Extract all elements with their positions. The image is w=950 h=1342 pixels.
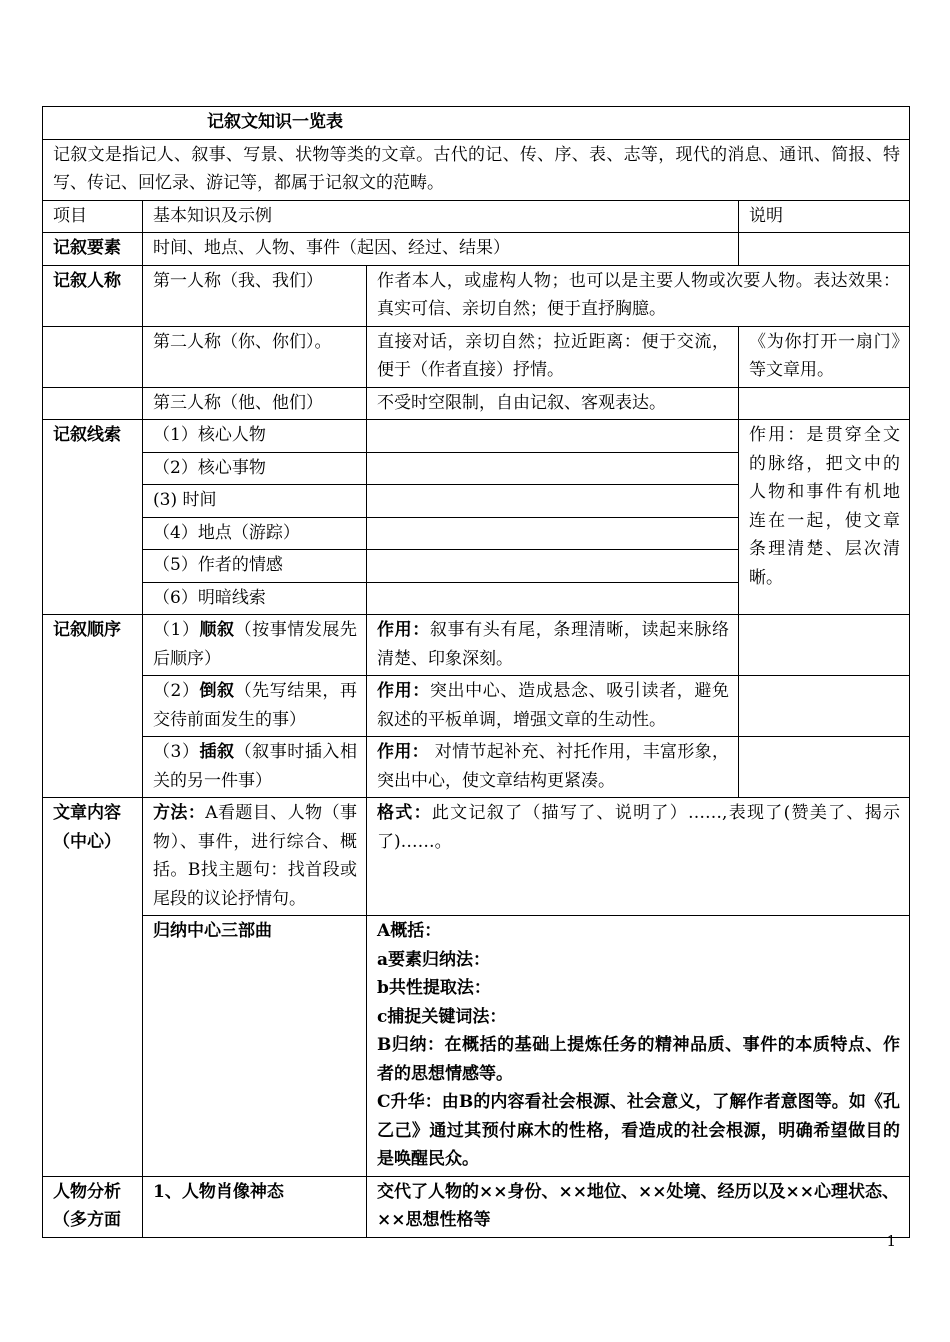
order-row <box>43 615 910 676</box>
character-label: 人物分析（多方面 <box>43 1176 143 1237</box>
clue-item: （1）核心人物 <box>143 420 367 453</box>
clue-row <box>43 420 910 453</box>
order-type: （3）插叙（叙事时插入相关的另一件事） <box>143 737 367 798</box>
elements-row <box>43 233 910 266</box>
character-desc: 交代了人物的××身份、××地位、××处境、经历以及××心理状态、××思想性格等 <box>367 1176 910 1237</box>
title-row <box>43 107 910 140</box>
person-second-desc: 直接对话，亲切自然；拉近距离：便于交流，便于（作者直接）抒情。 <box>367 326 739 387</box>
content-row <box>43 798 910 916</box>
person-first-name: 第一人称（我、我们） <box>143 265 367 326</box>
person-second-note: 《为你打开一扇门》等文章用。 <box>739 326 910 387</box>
person-label: 记叙人称 <box>43 265 143 326</box>
elements-content: 时间、地点、人物、事件（起因、经过、结果） <box>143 233 739 266</box>
clue-item: （4）地点（游踪） <box>143 517 367 550</box>
elements-note <box>739 233 910 266</box>
person-third-desc: 不受时空限制，自由记叙、客观表达。 <box>367 387 739 420</box>
order-effect: 作用：突出中心、造成悬念、吸引读者，避免叙述的平板单调，增强文章的生动性。 <box>367 676 739 737</box>
content-three-label: 归纳中心三部曲 <box>143 916 367 1177</box>
order-label: 记叙顺序 <box>43 615 143 798</box>
person-third-name: 第三人称（他、他们） <box>143 387 367 420</box>
character-item: 1、人物肖像神态 <box>143 1176 367 1237</box>
order-effect: 作用： 对情节起补充、衬托作用，丰富形象，突出中心，使文章结构更紧凑。 <box>367 737 739 798</box>
person-third-row <box>43 387 910 420</box>
intro-row <box>43 139 910 200</box>
clue-note: 作用：是贯穿全文的脉络，把文中的人物和事件有机地连在一起，使文章条理清楚、层次清晰。 <box>739 420 910 615</box>
clue-item: （2）核心事物 <box>143 452 367 485</box>
knowledge-table <box>42 106 910 1238</box>
content-three-steps: A概括： a要素归纳法： b共性提取法： c捕捉关键词法： B归纳：在概括的基础上提炼任务的精神品质、事件的本质特点、作者的思想情感等。 C升华：由B的内容看社会根源、社会意义，了解作者意图等。如《孔乙己》通过其预付麻木的性格，看造成的社会根源，明确希望做目的是唤醒民众。 <box>367 916 910 1177</box>
person-first-row <box>43 265 910 326</box>
page-number: 1 <box>886 1232 896 1250</box>
intro-text: 记叙文是指记人、叙事、写景、状物等类的文章。古代的记、传、序、表、志等，现代的消息、通讯、简报、特写、传记、回忆录、游记等，都属于记叙文的范畴。 <box>43 139 910 200</box>
clue-label: 记叙线索 <box>43 420 143 615</box>
clue-item: (3) 时间 <box>143 485 367 518</box>
elements-label: 记叙要素 <box>43 233 143 266</box>
content-three-row <box>43 916 910 1177</box>
content-label: 文章内容（中心） <box>43 798 143 1177</box>
table-title: 记叙文知识一览表 <box>43 107 910 140</box>
header-row <box>43 200 910 233</box>
clue-item: （5）作者的情感 <box>143 550 367 583</box>
header-item: 项目 <box>43 200 143 233</box>
character-row <box>43 1176 910 1237</box>
person-first-desc: 作者本人，或虚构人物；也可以是主要人物或次要人物。表达效果：真实可信、亲切自然；便于直抒胸臆。 <box>367 265 910 326</box>
order-row <box>43 676 910 737</box>
person-second-row <box>43 326 910 387</box>
order-type: （1）顺叙（按事情发展先后顺序） <box>143 615 367 676</box>
clue-item: （6）明暗线索 <box>143 582 367 615</box>
header-basic: 基本知识及示例 <box>143 200 739 233</box>
header-note: 说明 <box>739 200 910 233</box>
person-second-name: 第二人称（你、你们）。 <box>143 326 367 387</box>
order-row <box>43 737 910 798</box>
content-method: 方法：A看题目、人物（事物）、事件，进行综合、概括。B找主题句：找首段或尾段的议论抒情句。 <box>143 798 367 916</box>
content-format: 格式：此文记叙了（描写了、说明了）……,表现了(赞美了、揭示了)……。 <box>367 798 910 916</box>
order-effect: 作用：叙事有头有尾，条理清晰，读起来脉络清楚、印象深刻。 <box>367 615 739 676</box>
order-type: （2）倒叙（先写结果，再交待前面发生的事） <box>143 676 367 737</box>
